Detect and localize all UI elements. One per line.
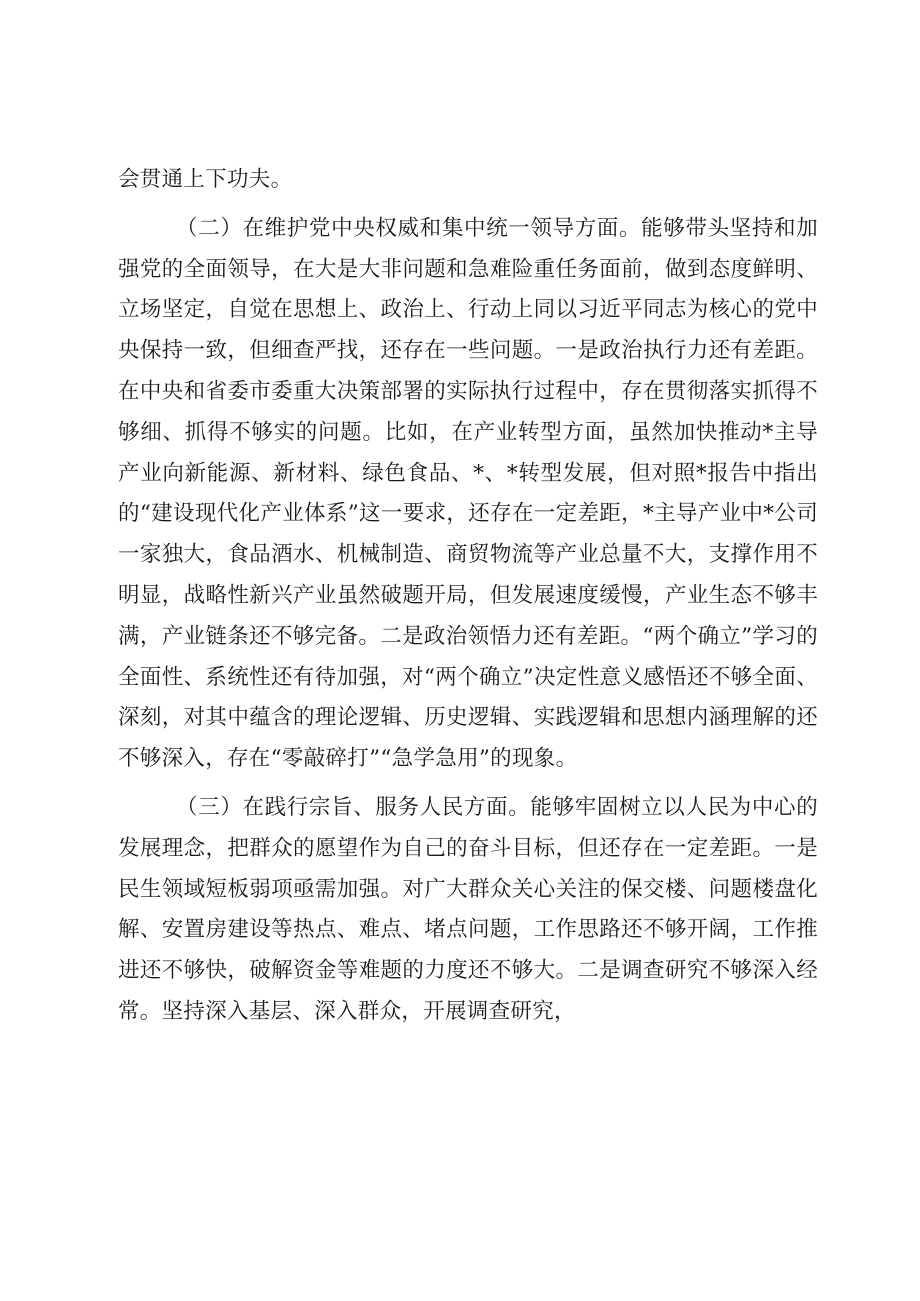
paragraph-section-3: （三）在践行宗旨、服务人民方面。能够牢固树立以人民为中心的发展理念，把群众的愿望作为自己的奋斗目标，但还存在一定差距。一是民生领域短板弱项亟需加强。对广大群众关心关注的保交楼、问题楼盘化解、安置房建设等热点、难点、堵点问题，工作思路还不够开阔，工作推进还不够快，破解资金等难题的力度还不够大。二是调查研究不够深入经常。坚持深入基层、深入群众，开展调查研究， [118, 794, 818, 1024]
paragraph-continuation: 会贯通上下功夫。 [118, 167, 293, 192]
document-body [118, 160, 818, 1033]
paragraph-section-2: （二）在维护党中央权威和集中统一领导方面。能够带头坚持和加强党的全面领导，在大是大非问题和急难险重任务面前，做到态度鲜明、立场坚定，自觉在思想上、政治上、行动上同以习近平同志为核心的党中央保持一致，但细查严找，还存在一些问题。一是政治执行力还有差距。在中央和省委市委重大决策部署的实际执行过程中，存在贯彻落实抓得不够细、抓得不够实的问题。比如，在产业转型方面，虽然加快推动*主导产业向新能源、新材料、绿色食品、*、*转型发展，但对照*报告中指出的“建设现代化产业体系”这一要求，还存在一定差距，*主导产业中*公司一家独大，食品酒水、机械制造、商贸物流等产业总量不大，支撑作用不明显，战略性新兴产业虽然破题开局，但发展速度缓慢，产业生态不够丰满，产业链条还不够完备。二是政治领悟力还有差距。“两个确立”学习的全面性、系统性还有待加强，对“两个确立”决定性意义感悟还不够全面、深刻，对其中蕴含的理论逻辑、历史逻辑、实践逻辑和思想内涵理解的还不够深入，存在“零敲碎打”“急学急用”的现象。 [118, 215, 818, 772]
